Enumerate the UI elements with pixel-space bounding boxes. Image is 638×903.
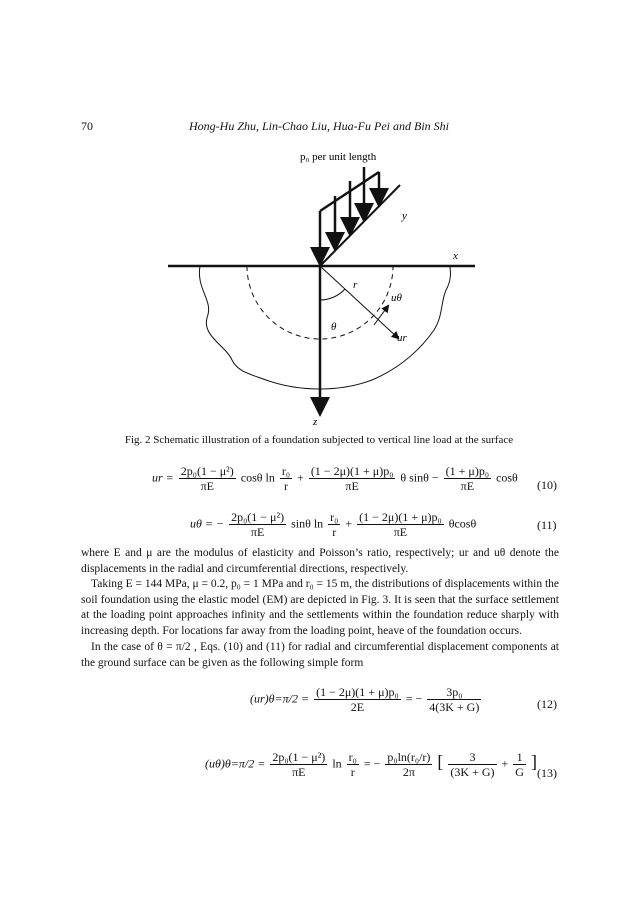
eq10-number: (10) [537,478,557,492]
eq11-frac2: $\frac{\text{(1 − 2μ)(1 + μ)p₀}}{\pi E}$ [359,510,442,539]
eq11-frac-r0-r: $\frac{\text{r₀}}{r}$ [330,510,339,539]
eq10-cos: cosθ [496,470,518,485]
eq13-equals: = − [363,756,381,771]
equation-13 [205,750,537,779]
eq10-frac1: $\frac{\text{2p₀(1 − μ²)}}{\pi E}$ [180,464,234,493]
eq13-frac1: $\frac{\text{2p₀(1 − μ²)}}{\pi E}$ [272,750,326,779]
eq10-lhs: ur = [152,470,174,485]
eq10-frac2: $\frac{\text{(1 − 2μ)(1 + μ)p₀}}{\pi E}$ [310,464,394,493]
figure-caption: Fig. 2 Schematic illustration of a foundation subjected to vertical line load at the surface [124,434,514,446]
u-r-label: ur [397,332,407,344]
z-label: z [313,416,318,428]
eq12-frac2: $\frac{\text{3p₀}}{4(3K + G)}$ [429,685,480,714]
eq10-theta-sin: θ sinθ − [400,470,439,485]
eq13-frac3: $\frac{3}{(3K + G)}$ [450,750,495,779]
load-label: p₀ per unit length [300,151,377,163]
paragraph-taking: Taking E = 144 MPa, μ = 0.2, p₀ = 1 MPa and r₀ = 15 m, the distributions of displacements within the soil foundation using the elastic model (EM) are depicted in Fig. 3. It is seen that the surface settlement at the loading point approaches infinity and the settlements within the foundation reduce sharply with increasing depth. For locations far away from the loading point, heave of the foundation occurs. [81,578,559,637]
eq11-number: (11) [537,518,557,532]
eq11-sinln: sinθ ln [291,516,324,531]
eq12-frac1: $\frac{\text{(1 − 2μ)(1 + μ)p₀}}{2E}$ [316,685,399,714]
paragraph-where: where E and μ are the modulus of elasticity and Poisson’s ratio, respectively; ur and uθ denote the displacements in the radial and circumferential directions, respectively. [81,547,559,575]
eq10-plus: + [297,470,304,485]
eq11-lhs: uθ = − [190,516,225,531]
eq13-bracket-close: ] [530,751,537,772]
equation-10 [152,464,518,493]
eq11-theta-cos: θcosθ [448,516,477,531]
eq10-frac3: $\frac{\text{(1 + μ)p₀}}{\pi E}$ [445,464,490,493]
page-number: 70 [81,119,93,133]
u-theta-label: uθ [391,292,402,304]
eq11-plus: + [345,516,353,531]
eq13-ln: ln [332,756,342,771]
eq12-number: (12) [537,697,557,711]
eq13-lhs: (uθ)θ=π/2 = [205,756,266,771]
y-axis [320,185,400,266]
soil-boundary [199,266,450,389]
r-label: r [353,279,358,291]
x-label: x [453,250,458,262]
eq13-number: (13) [537,766,557,780]
eq13-plus: + [501,756,509,771]
eq12-lhs: (ur)θ=π/2 = [250,691,310,706]
eq13-frac2: $\frac{\text{p₀ln(r₀/r)}}{2\pi}$ [387,750,431,779]
eq11-frac1: $\frac{\text{2p₀(1 − μ²)}}{\pi E}$ [231,510,285,539]
eq13-frac-r0-r: $\frac{\text{r₀}}{r}$ [348,750,357,779]
eq12-equals: = − [405,691,423,706]
paragraph-case: In the case of θ = π/2 , Eqs. (10) and (11) for radial and circumferential displacement components at the ground surface can be given as the following simple form [81,641,559,669]
theta-label: θ [331,321,337,333]
theta-arc [320,289,345,300]
eq13-frac4: $\frac{1}{G}$ [515,750,524,779]
equation-11 [190,510,476,539]
equation-12 [250,685,483,714]
eq10-frac-r0-r: $\frac{\text{r₀}}{r}$ [281,464,291,493]
y-label: y [402,210,407,222]
eq13-bracket-open: [ [437,751,444,772]
eq10-cosln: cosθ ln [240,470,275,485]
running-header-authors: Hong-Hu Zhu, Lin-Chao Liu, Hua-Fu Pei and Bin Shi [189,119,449,133]
